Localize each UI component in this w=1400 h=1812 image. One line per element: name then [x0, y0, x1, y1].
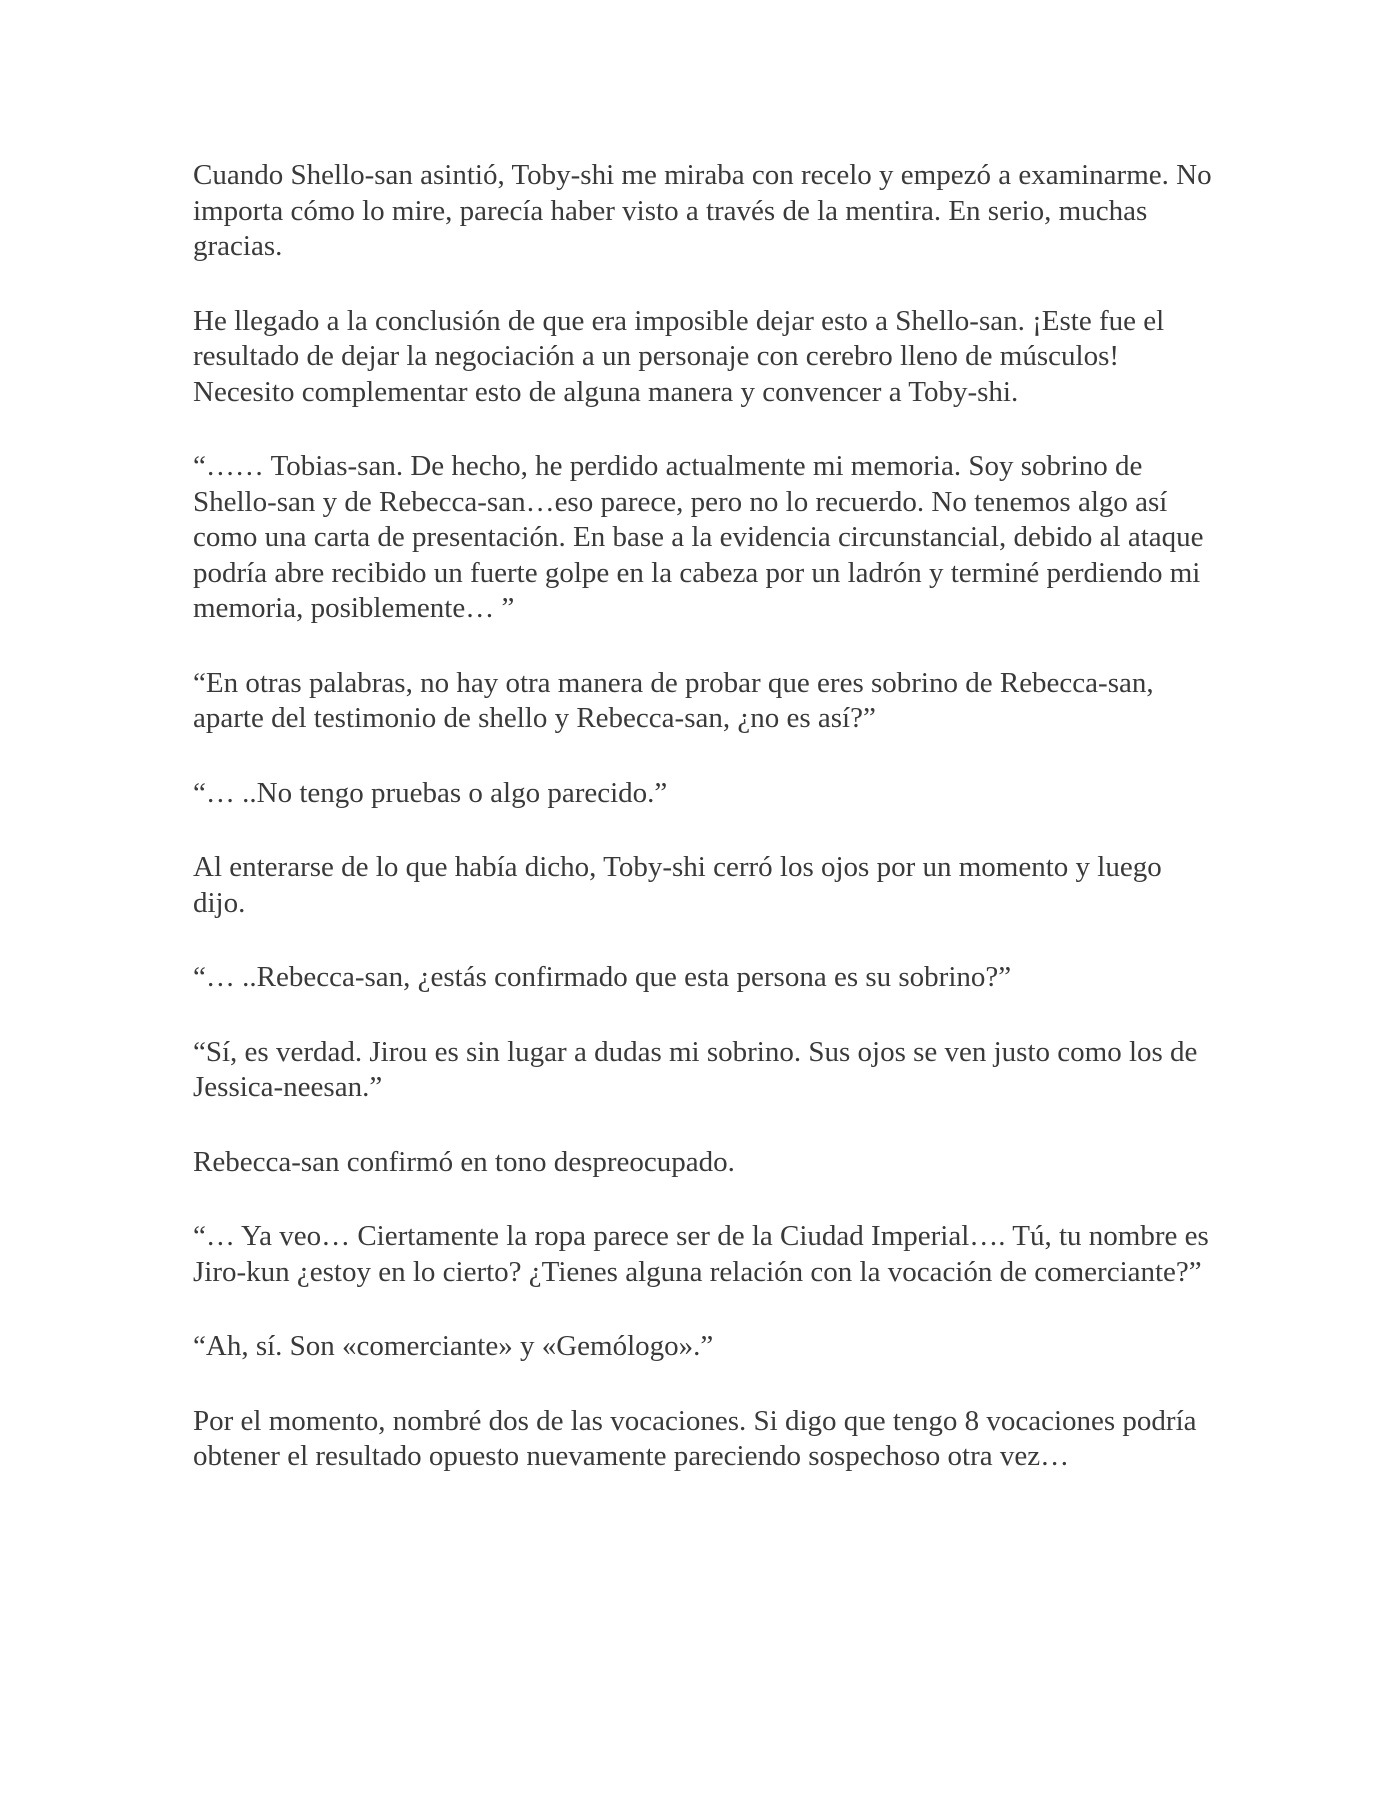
paragraph: “… ..Rebecca-san, ¿estás confirmado que esta persona es su sobrino?”	[193, 961, 1012, 993]
paragraph: “Sí, es verdad. Jirou es sin lugar a dudas mi sobrino. Sus ojos se ven justo como los de Jessica-neesan.”	[193, 1035, 1198, 1103]
paragraph: Cuando Shello-san asintió, Toby-shi me miraba con recelo y empezó a examinarme. No importa cómo lo mire, parecía haber visto a través de la mentira. En serio, muchas gracias.	[193, 159, 1212, 262]
paragraph: “…… Tobias-san. De hecho, he perdido actualmente mi memoria. Soy sobrino de Shello-san y de Rebecca-san…eso parece, pero no lo recuerdo. No tenemos algo así como una carta de presentación. En base a la evidencia circunstancial, debido al ataque podría abre recibido un fuerte golpe en la cabeza por un ladrón y terminé perdiendo mi memoria, posiblemente… ”	[193, 450, 1204, 624]
paragraph: Por el momento, nombré dos de las vocaciones. Si digo que tengo 8 vocaciones podría obtener el resultado opuesto nuevamente pareciendo sospechoso otra vez…	[193, 1404, 1197, 1472]
paragraph: “… Ya veo… Ciertamente la ropa parece ser de la Ciudad Imperial…. Tú, tu nombre es Jiro-kun ¿estoy en lo cierto? ¿Tienes alguna relación con la vocación de comerciante?”	[193, 1220, 1209, 1288]
paragraph: “En otras palabras, no hay otra manera de probar que eres sobrino de Rebecca-san, aparte del testimonio de shello y Rebecca-san, ¿no es así?”	[193, 666, 1154, 734]
paragraph: He llegado a la conclusión de que era imposible dejar esto a Shello-san. ¡Este fue el resultado de dejar la negociación a un personaje con cerebro lleno de músculos! Necesito complementar esto de alguna manera y convencer a Toby-shi.	[193, 304, 1165, 408]
paragraph: “Ah, sí. Son «comerciante» y «Gemólogo».”	[193, 1330, 714, 1362]
paragraph: Rebecca-san confirmó en tono despreocupado.	[193, 1145, 735, 1178]
paragraph: Al enterarse de lo que había dicho, Toby-shi cerró los ojos por un momento y luego dijo.	[193, 851, 1162, 919]
paragraph: “… ..No tengo pruebas o algo parecido.”	[193, 776, 668, 809]
document-body	[193, 158, 1213, 1514]
